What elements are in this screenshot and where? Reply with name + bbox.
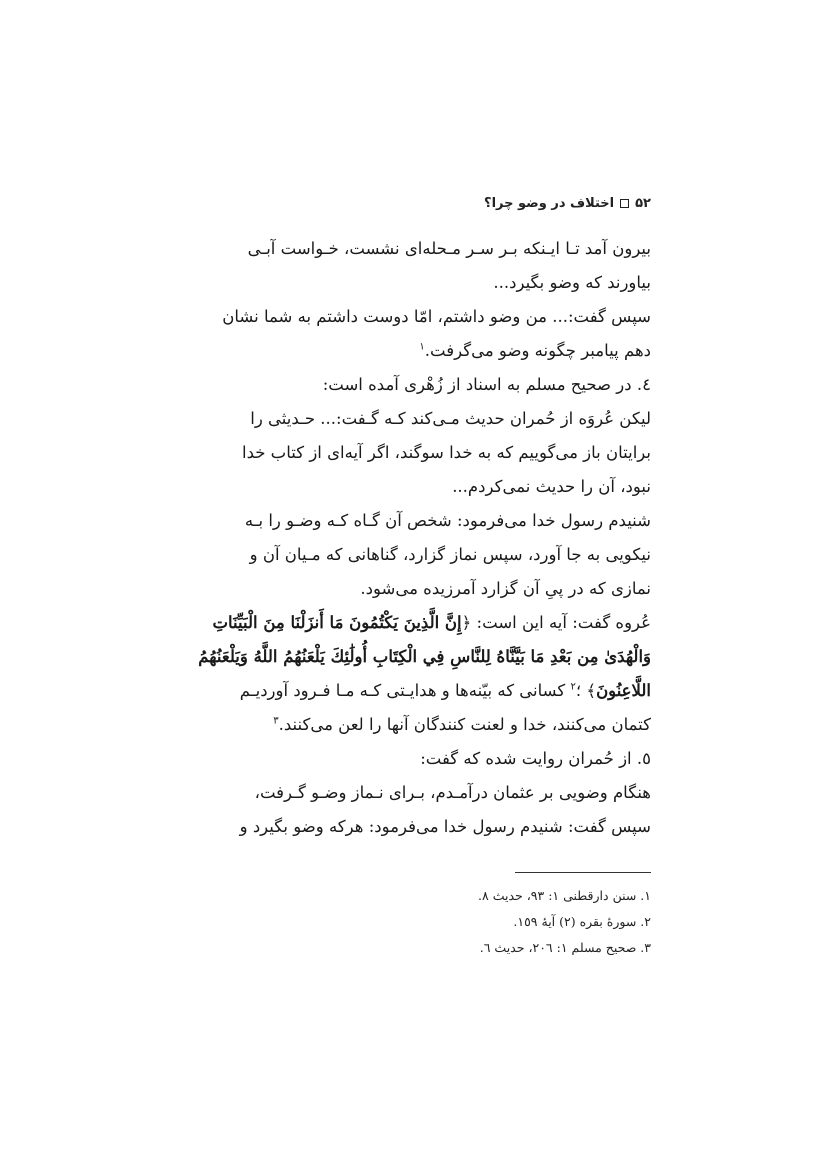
footnote-divider bbox=[515, 872, 651, 873]
text-line bbox=[212, 606, 651, 640]
text-line: ٤. در صحیح مسلم به اسناد از زُهْری آمده است: bbox=[322, 375, 651, 394]
footnote: ١. سنن دارقطنی ١: ٩٣، حدیث ٨. bbox=[478, 888, 651, 903]
running-header bbox=[484, 196, 651, 211]
footnote-ref: ١ bbox=[419, 341, 425, 353]
text-line: بیاورند که وضو بگیرد... bbox=[493, 273, 651, 292]
quran-verse-line: وَالْهُدَىٰ مِن بَعْدِ مَا بَيَّنَّاهُ لِلنَّاسِ فِي الْكِتَابِ أُولَٰئِكَ يَلْعَنُهُمُ اللَّهُ وَيَلْعَنُهُمُ bbox=[198, 647, 651, 666]
text-span: کتمان می‌کنند، خدا و لعنت کنندگان آنها را لعن می‌کنند. bbox=[278, 715, 651, 734]
text-line: بیرون آمد تـا ایـنکه بـر سـر مـحله‌ای نشست، خـواست آبـی bbox=[247, 239, 651, 258]
text-span: دهم پیامبر چگونه وضو می‌گرفت. bbox=[424, 341, 651, 360]
text-line bbox=[241, 334, 651, 368]
text-span: عُروه گفت: آیه این است: ﴿ bbox=[461, 613, 651, 632]
page-number: ۵۲ bbox=[635, 196, 651, 211]
body-text bbox=[198, 232, 651, 844]
text-line: نیکویی به جا آورد، سپس نماز گزارد، گناهانی که مـیان آن و bbox=[249, 545, 651, 564]
text-line: سپس گفت: شنیدم رسول خدا می‌فرمود: هرکه وضو بگیرد و bbox=[239, 817, 651, 836]
footnote: ٣. صحیح مسلم ١: ٢٠٦، حدیث ٦. bbox=[479, 940, 651, 955]
footnote-ref: ٢ bbox=[570, 681, 576, 693]
footnotes bbox=[351, 883, 651, 961]
text-line: شنیدم رسول خدا می‌فرمود: شخص آن گـاه کـه وضـو را بـه bbox=[244, 511, 651, 530]
text-line bbox=[241, 674, 651, 708]
text-line: نبود، آن را حدیث نمی‌کردم... bbox=[452, 477, 651, 496]
text-span: ﴾ ؛ bbox=[575, 681, 597, 700]
footnote-ref: ٣ bbox=[273, 715, 279, 727]
text-line: برایتان باز می‌گوییم که به خدا سوگند، اگر آیه‌ای از کتاب خدا bbox=[241, 443, 651, 462]
text-line: سپس گفت:... من وضو داشتم، امّا دوست داشتم به شما نشان bbox=[222, 307, 651, 326]
quran-verse: إِنَّ الَّذِينَ يَكْتُمُونَ مَا أَنزَلْنَا مِنَ الْبَيِّنَاتِ bbox=[212, 613, 462, 632]
running-title: اختلاف در وضو چرا؟ bbox=[484, 196, 615, 211]
text-line: نمازی که در پیِ آن گزارد آمرزیده می‌شود. bbox=[360, 579, 651, 598]
text-line: هنگام وضویی بر عثمان درآمـدم، بـرای نـماز وضـو گـرفت، bbox=[254, 783, 651, 802]
text-line: ٥. از حُمران روایت شده که گفت: bbox=[420, 749, 651, 768]
quran-verse: اللَّاعِنُونَ bbox=[596, 681, 651, 700]
text-line: لیکن عُروَه از حُمران حدیث مـی‌کند کـه گـفت:... حـدیثی را bbox=[250, 409, 651, 428]
text-line bbox=[241, 708, 651, 742]
square-bullet-icon bbox=[620, 199, 629, 208]
text-span: کسانی که بیّنه‌ها و هدایـتی کـه مـا فـرود آوردیـم bbox=[239, 681, 566, 700]
footnote: ٢. سورهٔ بقره (٢) آیهٔ ١٥٩. bbox=[513, 914, 651, 929]
